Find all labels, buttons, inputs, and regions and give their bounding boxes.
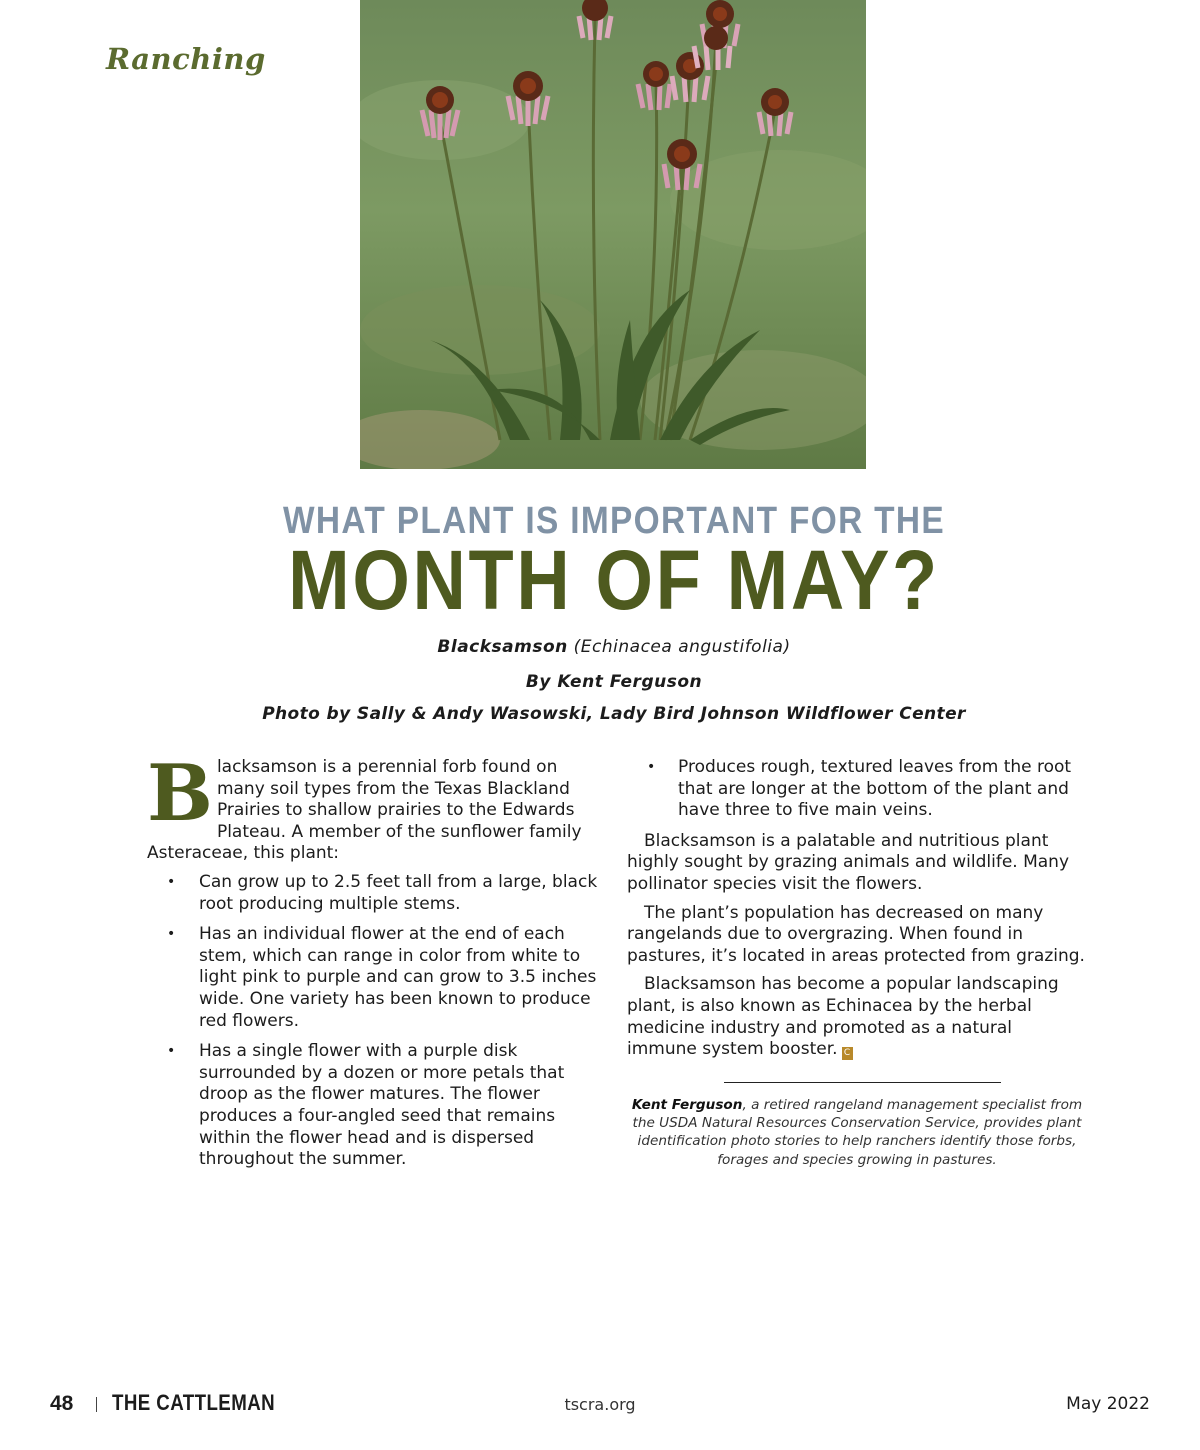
- author-bio: [627, 1096, 1087, 1169]
- trait-list: [147, 872, 601, 1171]
- byline: By Kent Ferguson: [525, 672, 703, 692]
- body-paragraph: [627, 974, 1087, 1060]
- photo-credit: Photo by Sally & Andy Wasowski, Lady Bird Johnson Wildflower Center: [262, 704, 966, 724]
- headline-kicker: WHAT PLANT IS IMPORTANT FOR THE: [283, 500, 945, 542]
- list-item: • Produces rough, textured leaves from the root that are longer at the bottom of the plant and have three to five main veins.: [627, 757, 1087, 822]
- dropcap: B: [147, 748, 213, 839]
- bio-divider: [724, 1082, 1001, 1083]
- headline: MONTH OF MAY?: [288, 533, 940, 627]
- list-item: • Has an individual flower at the end of each stem, which can range in color from white to light pink to purple and can grow to 3.5 inches wide. One variety has been known to produce red flowers.: [147, 924, 601, 1032]
- issue-date: May 2022: [1066, 1394, 1150, 1414]
- article-photo: [360, 0, 866, 469]
- footer-url[interactable]: tscra.org: [564, 1395, 636, 1414]
- end-mark-icon: C: [842, 1047, 853, 1060]
- intro-paragraph: [147, 748, 601, 865]
- wildflower-photo: [360, 0, 866, 469]
- subtitle: [0, 637, 1200, 657]
- common-name: Blacksamson: [437, 637, 568, 657]
- body-paragraph: The plant’s population has decreased on many rangelands due to overgrazing. When found in pastures, it’s located in areas protected from grazing.: [627, 902, 1085, 966]
- magazine-name: THE CATTLEMAN: [112, 1390, 276, 1415]
- bio-author-name: Kent Ferguson: [631, 1097, 743, 1113]
- closing-text: Blacksamson has become a popular landscaping plant, is also known as Echinacea by the herbal medicine industry and promoted as a natural immune system booster.: [627, 974, 1059, 1060]
- article-column-left: [147, 748, 601, 1180]
- body-paragraph: Blacksamson is a palatable and nutritious plant highly sought by grazing animals and wildlife. Many pollinator species visit the flowers.: [627, 830, 1070, 894]
- list-item: • Can grow up to 2.5 feet tall from a large, black root producing multiple stems.: [147, 872, 601, 915]
- bio-text: , a retired rangeland management specialist from the USDA Natural Resources Conservation Service, provides plant identification photo stories to help ranchers identify those forbs, forages and species growing in pastures.: [632, 1097, 1083, 1168]
- scientific-name: (Echinacea angustifolia): [573, 637, 791, 657]
- intro-text: lacksamson is a perennial forb found on many soil types from the Texas Blackland Prairies to shallow prairies to the Edwards Plateau. A member of the sunflower family Asteraceae, this plant:: [147, 757, 582, 864]
- article-column-right: [627, 757, 1087, 1068]
- trait-list-continued: [627, 757, 1087, 822]
- list-item: • Has a single flower with a purple disk surrounded by a dozen or more petals that droop as the flower matures. The flower produces a four-angled seed that remains within the flower head and is dispersed throughout the summer.: [147, 1041, 601, 1171]
- page-number: 48: [50, 1392, 74, 1415]
- section-label: Ranching: [106, 42, 266, 76]
